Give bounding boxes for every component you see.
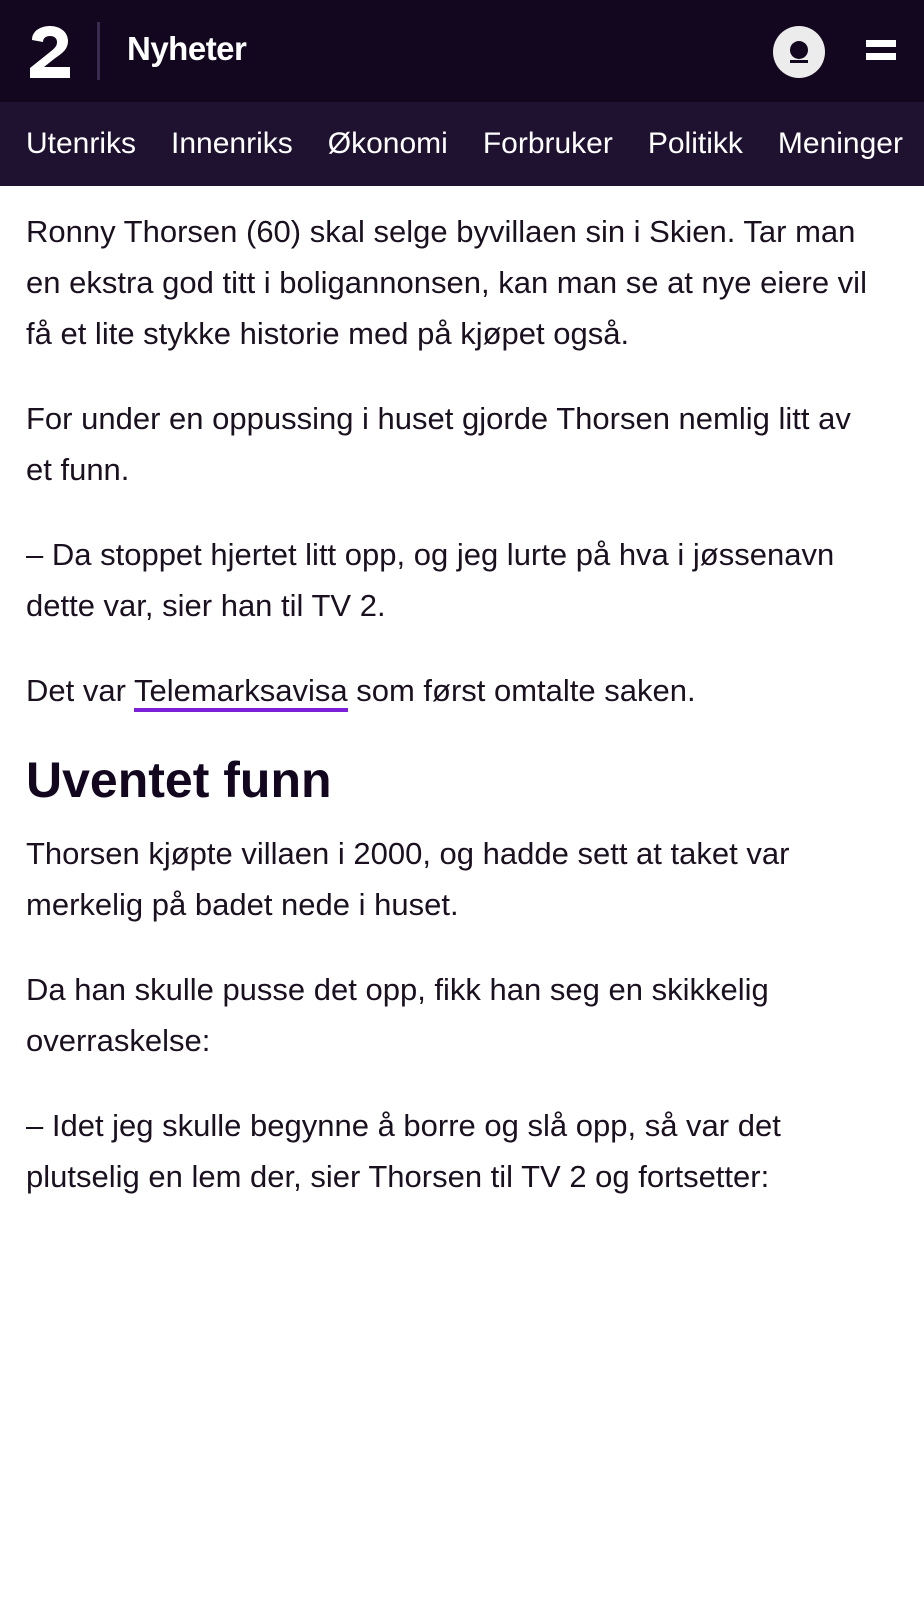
nav-item-utenriks[interactable]: Utenriks bbox=[26, 127, 137, 160]
text: Det var bbox=[26, 673, 134, 708]
paragraph: Thorsen kjøpte villaen i 2000, og hadde sett at taket var merkelig på badet nede i huset. bbox=[26, 836, 790, 922]
paragraph: Ronny Thorsen (60) skal selge byvillaen sin i Skien. Tar man en ekstra god titt i boligannonsen, kan man se at nye eiere vil få et lite stykke historie med på kjøpet også. bbox=[26, 214, 867, 351]
hamburger-menu-icon[interactable] bbox=[866, 40, 896, 64]
nav-item-meninger[interactable]: Meninger bbox=[777, 127, 903, 160]
site-header bbox=[0, 0, 924, 102]
nav-item-forbruker[interactable]: Forbruker bbox=[482, 127, 613, 160]
paragraph: For under en oppussing i huset gjorde Thorsen nemlig litt av et funn. bbox=[26, 401, 851, 487]
category-nav bbox=[0, 102, 924, 186]
paragraph: – Da stoppet hjertet litt opp, og jeg lurte på hva i jøssenavn dette var, sier han til TV 2. bbox=[26, 537, 835, 623]
text: som først omtalte saken. bbox=[347, 673, 696, 708]
paragraph: – Idet jeg skulle begynne å borre og slå opp, så var det plutselig en lem der, sier Thorsen til TV 2 og fortsetter: bbox=[26, 1108, 781, 1194]
header-divider bbox=[97, 22, 100, 80]
paragraph: Da han skulle pusse det opp, fikk han seg en skikkelig overraskelse: bbox=[26, 972, 769, 1058]
user-account-icon[interactable] bbox=[773, 26, 825, 78]
telemarksavisa-link[interactable]: Telemarksavisa bbox=[134, 673, 348, 712]
nav-item-innenriks[interactable]: Innenriks bbox=[171, 127, 293, 160]
paragraph bbox=[26, 665, 884, 716]
article-body bbox=[0, 186, 910, 1202]
nav-item-politikk[interactable]: Politikk bbox=[647, 127, 743, 160]
section-title[interactable]: Nyheter bbox=[127, 30, 247, 67]
nav-item-okonomi[interactable]: Økonomi bbox=[327, 127, 448, 160]
section-heading: Uventet funn bbox=[26, 752, 332, 808]
tv2-logo[interactable] bbox=[28, 26, 72, 78]
